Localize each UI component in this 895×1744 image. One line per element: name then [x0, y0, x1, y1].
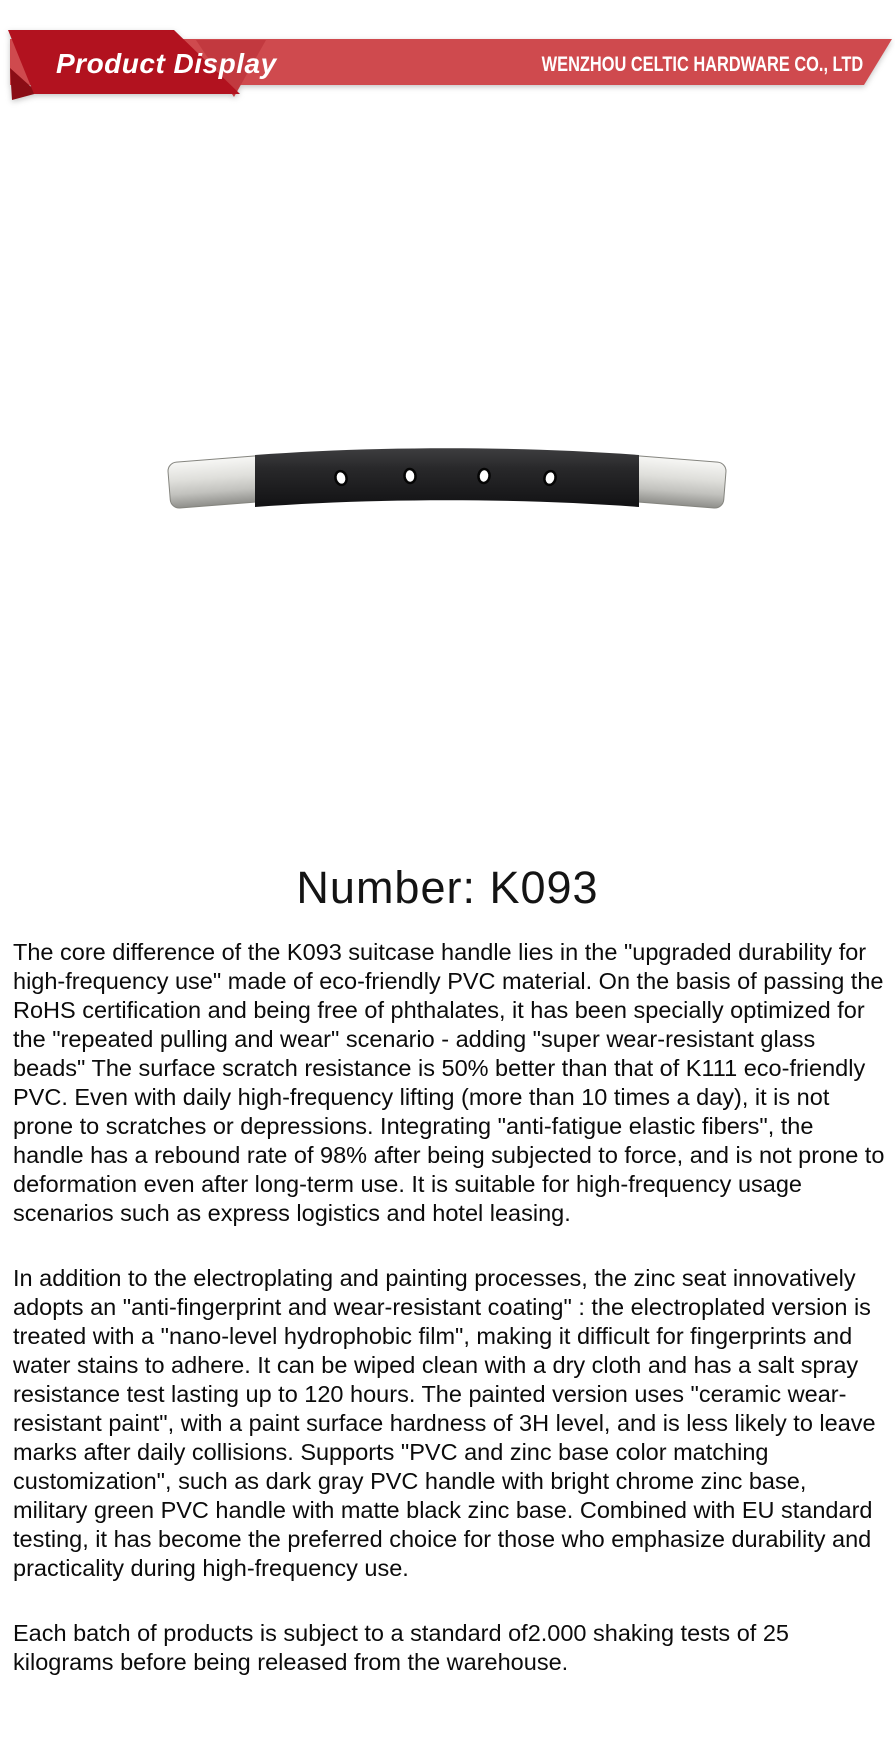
handle-end-cap-left: [167, 455, 266, 508]
handle-grip: [255, 448, 639, 507]
page-title: Number: K093: [296, 862, 599, 913]
handle-end-cap-right: [627, 455, 726, 508]
product-photo: [167, 448, 727, 518]
product-display-label: Product Display: [56, 48, 277, 79]
handle-hole: [404, 468, 416, 483]
description-paragraph: In addition to the electroplating and painting processes, the zinc seat innovatively adopts an "anti-fingerprint and wear-resistant coating" : the electroplated version is treated with a "nano-level hydrophobic film", making it difficult for fingerprints and water stains to adhere. It can be wiped clean with a dry cloth and has a salt spray resistance test lasting up to 120 hours. The painted version uses "ceramic wear-resistant paint", with a paint surface hardness of 3H level, and is less likely to leave marks after daily collisions. Supports "PVC and zinc base color matching customization", such as dark gray PVC handle with bright chrome zinc base, military green PVC handle with matte black zinc base. Combined with EU standard testing, it has become the preferred choice for those who emphasize durability and practicality during high-frequency use.: [13, 1265, 876, 1581]
product-description: [13, 938, 885, 1677]
description-paragraph: Each batch of products is subject to a standard of2.000 shaking tests of 25 kilograms before being released from the warehouse.: [13, 1620, 789, 1675]
handle-hole: [478, 468, 491, 483]
company-name: WENZHOU CELTIC HARDWARE CO., LTD: [541, 53, 863, 76]
description-paragraph: The core difference of the K093 suitcase handle lies in the "upgraded durability for high-frequency use" made of eco-friendly PVC material. On the basis of passing the RoHS certification and being free of phthalates, it has been specially optimized for the "repeated pulling and wear" scenario - adding "super wear-resistant glass beads" The surface scratch resistance is 50% better than that of K111 eco-friendly PVC. Even with daily high-frequency lifting (more than 10 times a day), it is not prone to scratches or depressions. Integrating "anti-fatigue elastic fibers", the handle has a rebound rate of 98% after being subjected to force, and is not prone to deformation even after long-term use. It is suitable for high-frequency usage scenarios such as express logistics and hotel leasing.: [13, 939, 885, 1226]
